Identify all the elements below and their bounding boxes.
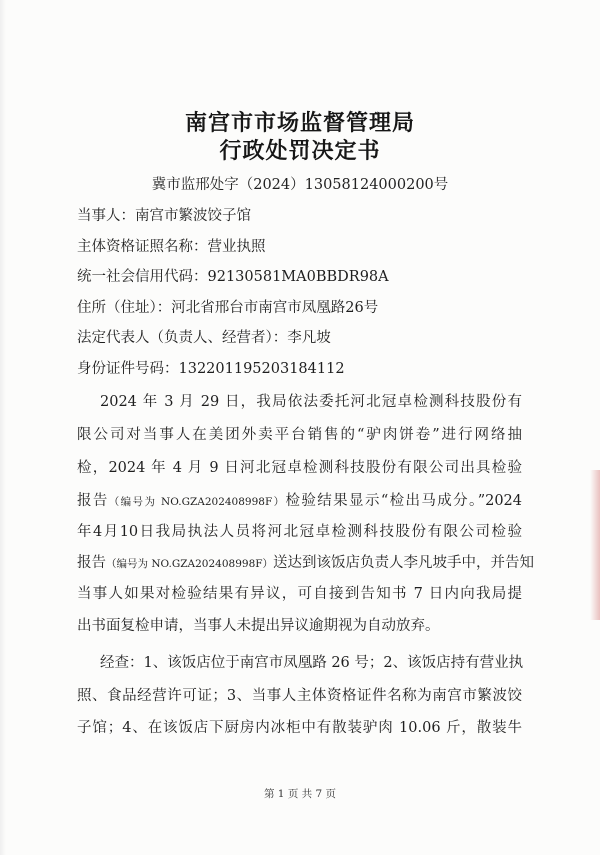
report-number: （编号为 NO.GZA202408998F） — [106, 558, 274, 570]
document-number: 冀市监邢处字（2024）13058124000200号 — [151, 177, 449, 193]
id-number-field: 身份证件号码：132201195203184112 — [77, 361, 345, 377]
report-number: （编号为 NO.GZA202408998F） — [108, 496, 286, 508]
party-field: 当事人：南宫市繁波饺子馆 — [77, 208, 251, 224]
text-segment: 送达到该饭店负责人李凡坡手中，并告知 — [273, 555, 535, 571]
paragraph-line: 经查：1、该饭店位于南宫市凤凰路 26 号；2、该饭店持有营业执 — [100, 655, 524, 671]
paragraph-line: 当事人如果对检验结果有异议，可自接到告知书 7 日内向我局提 — [77, 586, 522, 602]
address-field: 住所（住址）：河北省邢台市南宫市凤凰路26号 — [77, 300, 379, 316]
paragraph-line: 检，2024 年 4 月 9 日河北冠卓检测科技股份有限公司出具检验 — [77, 460, 522, 476]
text-segment: 报告 — [77, 493, 109, 509]
paragraph-line: 子馆；4、在该饭店下厨房内冰柜中有散装驴肉 10.06 斤，散装牛 — [77, 720, 522, 736]
seal-edge-stamp — [590, 470, 600, 620]
agency-title: 南宫市市场监督管理局 — [184, 110, 415, 136]
qualification-field: 主体资格证照名称：营业执照 — [77, 239, 266, 255]
paragraph-line: 出书面复检申请，当事人未提出异议逾期视为自动放弃。 — [77, 618, 440, 634]
document-title: 行政处罚决定书 — [219, 138, 381, 164]
credit-code-field: 统一社会信用代码：92130581MA0BBDR98A — [77, 269, 389, 285]
page-footer: 第 1 页 共 7 页 — [263, 788, 337, 800]
paragraph-line — [77, 489, 522, 510]
paragraph-line — [77, 551, 535, 572]
paragraph-line: 照、食品经营许可证；3、当事人主体资格证件名称为南宫市繁波饺 — [77, 688, 522, 704]
paragraph-line: 2024 年 3 月 29 日，我局依法委托河北冠卓检测科技股份有 — [100, 394, 522, 410]
paragraph-line: 限公司对当事人在美团外卖平台销售的“驴肉饼卷”进行网络抽 — [77, 427, 522, 443]
paragraph-line: 年4月10日我局执法人员将河北冠卓检测科技股份有限公司检验 — [77, 524, 522, 540]
text-segment: 检验结果显示“检出马成分。”2024 — [285, 493, 523, 509]
legal-rep-field: 法定代表人（负责人、经营者）：李凡坡 — [77, 330, 331, 346]
text-segment: 报告 — [77, 555, 106, 571]
